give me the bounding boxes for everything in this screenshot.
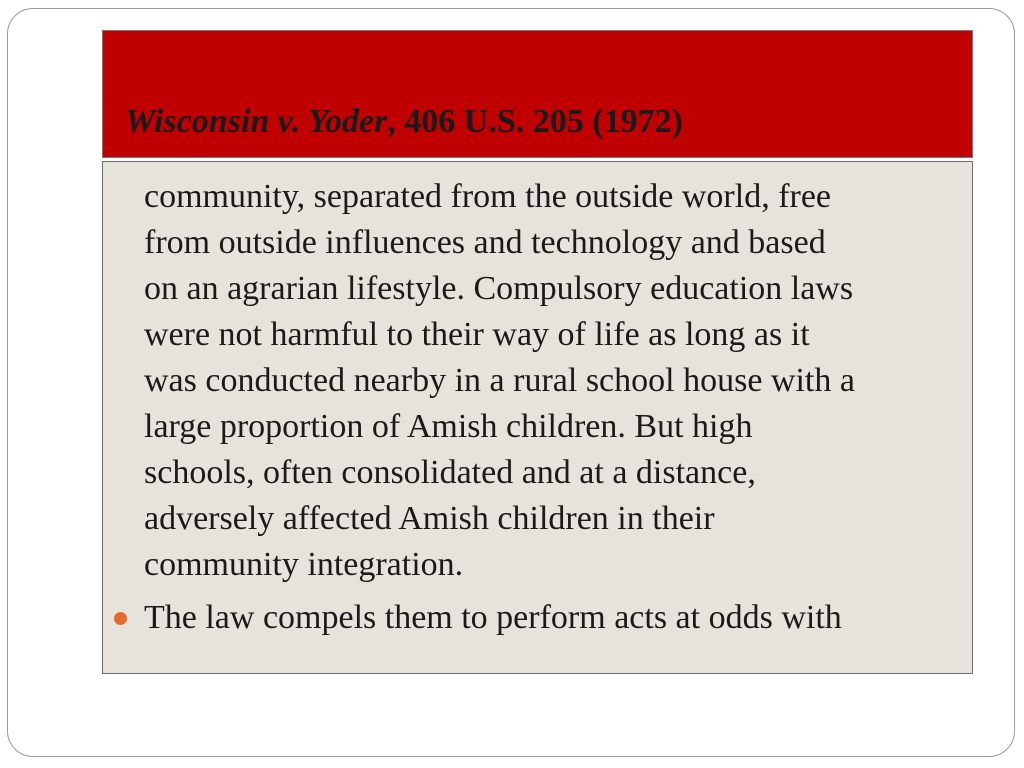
case-name: Wisconsin v. Yoder <box>125 103 388 140</box>
text-line: on an agrarian lifestyle. Compulsory education laws <box>144 270 854 307</box>
text-line: community, separated from the outside world, free <box>144 178 832 215</box>
text-line: adversely affected Amish children in their <box>144 500 715 537</box>
continued-paragraph <box>144 174 964 588</box>
text-line: was conducted nearby in a rural school house with a <box>144 362 855 399</box>
text-line: were not harmful to their way of life as long as it <box>144 316 810 353</box>
case-citation: , 406 U.S. 205 (1972) <box>387 103 683 140</box>
title-bar <box>102 30 973 158</box>
text-line: large proportion of Amish children. But high <box>144 408 753 445</box>
bullet-item <box>114 595 964 641</box>
text-line: from outside influences and technology and based <box>144 224 826 261</box>
bullet-text: The law compels them to perform acts at odds with <box>144 599 842 636</box>
text-line: schools, often consolidated and at a distance, <box>144 454 756 491</box>
bullet-dot-icon <box>114 612 127 625</box>
content-box <box>102 161 973 674</box>
slide-title <box>125 103 683 140</box>
text-line: community integration. <box>144 546 464 583</box>
